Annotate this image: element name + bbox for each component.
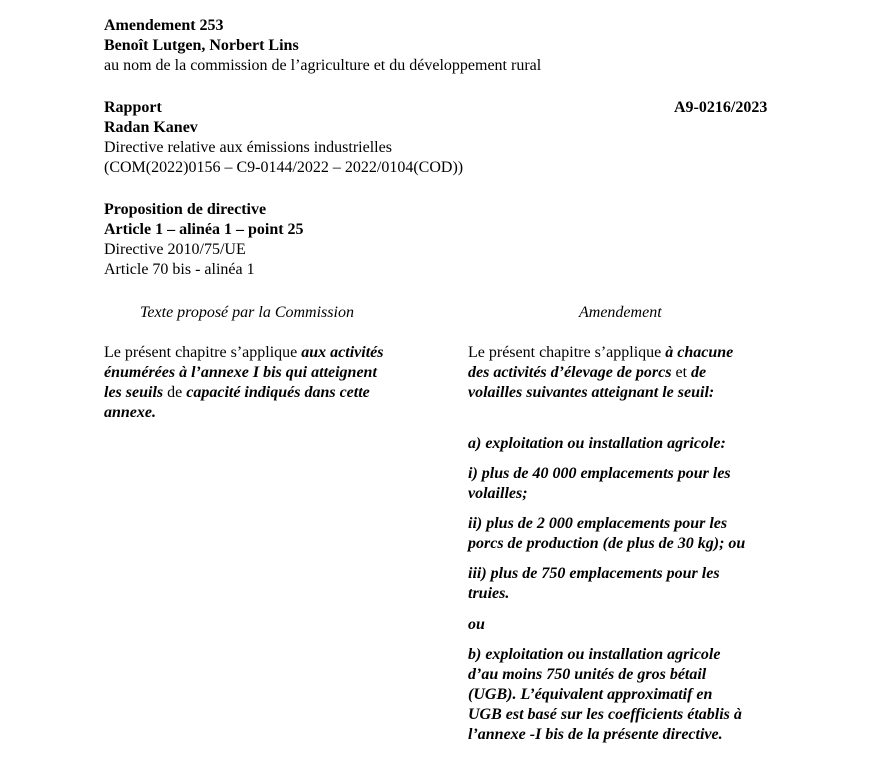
commission-text-heading: Texte proposé par la Commission bbox=[140, 304, 354, 321]
amendment-header bbox=[104, 16, 541, 76]
point-ii bbox=[468, 514, 745, 554]
report-title: Directive relative aux émissions industrielles bbox=[104, 139, 392, 156]
right-text-plain: Le présent chapitre s’applique bbox=[468, 344, 666, 361]
article-ref: Article 70 bis - alinéa 1 bbox=[104, 261, 255, 278]
left-text-deleted: aux activités bbox=[301, 344, 384, 361]
point-iii bbox=[468, 564, 720, 604]
rapporteur-name: Radan Kanev bbox=[104, 119, 198, 136]
point-b-line-5: l’annexe -I bis de la présente directive. bbox=[468, 726, 723, 743]
committee-line: au nom de la commission de l’agriculture et du développement rural bbox=[104, 57, 542, 74]
left-text-plain: de bbox=[163, 384, 187, 401]
right-text-plain: et bbox=[671, 364, 692, 381]
point-iii-line-2: truies. bbox=[468, 585, 510, 602]
point-ii-line-1: ii) plus de 2 000 emplacements pour les bbox=[468, 515, 728, 532]
left-line-4: annexe. bbox=[104, 404, 156, 421]
right-intro-line-3: volailles suivantes atteignant le seuil: bbox=[468, 384, 715, 401]
right-text-added: de bbox=[691, 364, 707, 381]
commission-text bbox=[104, 343, 434, 423]
article-point: Article 1 – alinéa 1 – point 25 bbox=[104, 221, 304, 238]
left-line-2: énumérées à l’annexe I bis qui atteignent bbox=[104, 364, 377, 381]
right-text-added: à chacune bbox=[665, 344, 734, 361]
proposal-block bbox=[104, 200, 304, 280]
amendment-authors: Benoît Lutgen, Norbert Lins bbox=[104, 37, 299, 54]
or-separator: ou bbox=[468, 616, 485, 633]
point-i bbox=[468, 464, 731, 504]
amendment-intro bbox=[468, 343, 733, 403]
left-line-1 bbox=[104, 343, 434, 363]
point-iii-line-1: iii) plus de 750 emplacements pour les bbox=[468, 565, 720, 582]
point-b-line-2: d’au moins 750 unités de gros bétail bbox=[468, 666, 707, 683]
point-b-line-4: UGB est basé sur les coefficients établis à bbox=[468, 706, 742, 723]
left-text-plain: Le présent chapitre s’applique bbox=[104, 344, 302, 361]
report-label: Rapport bbox=[104, 99, 162, 116]
report-reference: (COM(2022)0156 – C9-0144/2022 – 2022/0104(COD)) bbox=[104, 159, 464, 176]
left-line-3 bbox=[104, 383, 434, 403]
left-text-deleted: capacité indiqués dans cette bbox=[186, 384, 370, 401]
point-a: a) exploitation ou installation agricole: bbox=[468, 435, 726, 452]
proposal-label: Proposition de directive bbox=[104, 201, 267, 218]
point-i-line-1: i) plus de 40 000 emplacements pour les bbox=[468, 465, 731, 482]
amendment-heading: Amendement bbox=[579, 304, 662, 321]
point-b-line-3: (UGB). L’équivalent approximatif en bbox=[468, 686, 713, 703]
right-intro-line-2 bbox=[468, 363, 733, 383]
report-number: A9-0216/2023 bbox=[674, 99, 768, 116]
right-text-added: des activités d’élevage de porcs bbox=[468, 364, 672, 381]
right-intro-line-1 bbox=[468, 343, 733, 363]
left-text-deleted: les seuils bbox=[104, 384, 164, 401]
point-i-line-2: volailles; bbox=[468, 485, 528, 502]
directive-ref: Directive 2010/75/UE bbox=[104, 241, 246, 258]
point-b bbox=[468, 645, 742, 745]
point-b-line-1: b) exploitation ou installation agricole bbox=[468, 646, 721, 663]
point-ii-line-2: porcs de production (de plus de 30 kg); ou bbox=[468, 535, 746, 552]
amendment-number: Amendement 253 bbox=[104, 17, 224, 34]
report-block bbox=[104, 98, 463, 178]
